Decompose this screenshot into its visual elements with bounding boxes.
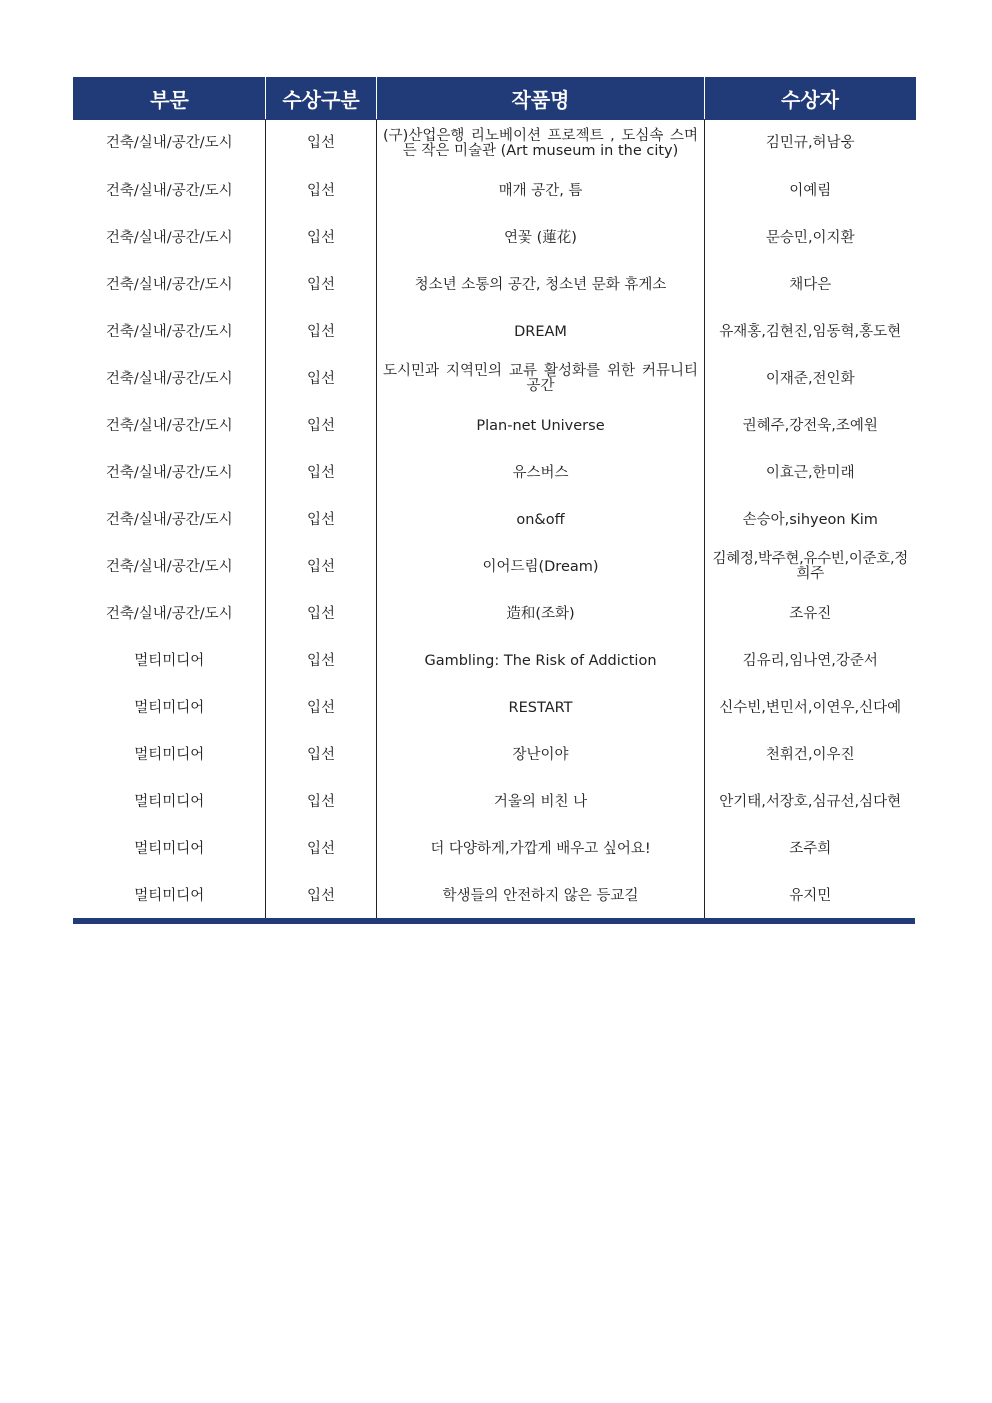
cell-winner: 유재홍,김현진,임동혁,홍도현 xyxy=(705,309,916,356)
cell-winner: 조주희 xyxy=(705,826,916,873)
cell-title: 연꽃 (蓮花) xyxy=(377,215,705,262)
cell-division: 건축/실내/공간/도시 xyxy=(74,403,266,450)
table-row xyxy=(74,168,916,215)
cell-title: 유스버스 xyxy=(377,450,705,497)
cell-division: 멀티미디어 xyxy=(74,732,266,779)
cell-award: 입선 xyxy=(266,215,377,262)
table-row xyxy=(74,309,916,356)
cell-division: 건축/실내/공간/도시 xyxy=(74,450,266,497)
cell-division: 멀티미디어 xyxy=(74,779,266,826)
cell-division: 멀티미디어 xyxy=(74,685,266,732)
table-row xyxy=(74,450,916,497)
cell-title: 도시민과 지역민의 교류 활성화를 위한 커뮤니티 공간 xyxy=(377,356,705,403)
table-body xyxy=(74,120,916,920)
cell-winner: 이효근,한미래 xyxy=(705,450,916,497)
cell-award: 입선 xyxy=(266,873,377,920)
cell-division: 건축/실내/공간/도시 xyxy=(74,591,266,638)
cell-division: 건축/실내/공간/도시 xyxy=(74,309,266,356)
cell-award: 입선 xyxy=(266,685,377,732)
table-row xyxy=(74,779,916,826)
cell-award: 입선 xyxy=(266,497,377,544)
cell-division: 건축/실내/공간/도시 xyxy=(74,544,266,591)
table-row xyxy=(74,638,916,685)
cell-winner: 김유리,임나연,강준서 xyxy=(705,638,916,685)
cell-title: (구)산업은행 리노베이션 프로젝트 , 도심속 스며든 작은 미술관 (Art museum in the city) xyxy=(377,120,705,168)
cell-division: 멀티미디어 xyxy=(74,638,266,685)
cell-award: 입선 xyxy=(266,544,377,591)
cell-title: 造和(조화) xyxy=(377,591,705,638)
table-row xyxy=(74,685,916,732)
table-row xyxy=(74,544,916,591)
cell-winner: 이예림 xyxy=(705,168,916,215)
cell-title: 장난이야 xyxy=(377,732,705,779)
cell-division: 건축/실내/공간/도시 xyxy=(74,356,266,403)
cell-title: 더 다양하게,가깝게 배우고 싶어요! xyxy=(377,826,705,873)
header-award-type: 수상구분 xyxy=(266,77,377,120)
cell-title: 매개 공간, 틈 xyxy=(377,168,705,215)
cell-winner: 이재준,전인화 xyxy=(705,356,916,403)
cell-division: 건축/실내/공간/도시 xyxy=(74,262,266,309)
table-row xyxy=(74,732,916,779)
cell-winner: 신수빈,변민서,이연우,신다예 xyxy=(705,685,916,732)
cell-award: 입선 xyxy=(266,826,377,873)
awards-table xyxy=(73,77,916,920)
cell-winner: 문승민,이지환 xyxy=(705,215,916,262)
cell-title: 이어드림(Dream) xyxy=(377,544,705,591)
table-bottom-rule xyxy=(73,918,915,924)
cell-award: 입선 xyxy=(266,168,377,215)
cell-award: 입선 xyxy=(266,262,377,309)
cell-division: 건축/실내/공간/도시 xyxy=(74,120,266,168)
cell-title: 거울의 비친 나 xyxy=(377,779,705,826)
header-row xyxy=(74,77,916,120)
cell-award: 입선 xyxy=(266,403,377,450)
cell-division: 멀티미디어 xyxy=(74,826,266,873)
cell-division: 건축/실내/공간/도시 xyxy=(74,497,266,544)
table-row xyxy=(74,403,916,450)
table-header xyxy=(74,77,916,120)
cell-title: on&off xyxy=(377,497,705,544)
table-row xyxy=(74,826,916,873)
cell-title: 학생들의 안전하지 않은 등교길 xyxy=(377,873,705,920)
cell-winner: 권혜주,강전욱,조예원 xyxy=(705,403,916,450)
table-row xyxy=(74,120,916,168)
cell-winner: 채다은 xyxy=(705,262,916,309)
table-row xyxy=(74,215,916,262)
cell-winner: 조유진 xyxy=(705,591,916,638)
cell-award: 입선 xyxy=(266,779,377,826)
cell-winner: 손승아,sihyeon Kim xyxy=(705,497,916,544)
header-work-title: 작품명 xyxy=(377,77,705,120)
cell-division: 멀티미디어 xyxy=(74,873,266,920)
cell-award: 입선 xyxy=(266,120,377,168)
cell-award: 입선 xyxy=(266,450,377,497)
table-row xyxy=(74,873,916,920)
cell-title: Gambling: The Risk of Addiction xyxy=(377,638,705,685)
cell-award: 입선 xyxy=(266,732,377,779)
cell-winner: 안기태,서장호,심규선,심다현 xyxy=(705,779,916,826)
cell-title: 청소년 소통의 공간, 청소년 문화 휴게소 xyxy=(377,262,705,309)
cell-division: 건축/실내/공간/도시 xyxy=(74,215,266,262)
cell-winner: 김혜정,박주현,유수빈,이준호,정희주 xyxy=(705,544,916,591)
header-division: 부문 xyxy=(74,77,266,120)
cell-title: DREAM xyxy=(377,309,705,356)
cell-winner: 유지민 xyxy=(705,873,916,920)
table-row xyxy=(74,262,916,309)
cell-award: 입선 xyxy=(266,591,377,638)
cell-award: 입선 xyxy=(266,309,377,356)
table-row xyxy=(74,356,916,403)
cell-award: 입선 xyxy=(266,356,377,403)
table-row xyxy=(74,497,916,544)
header-winner: 수상자 xyxy=(705,77,916,120)
cell-division: 건축/실내/공간/도시 xyxy=(74,168,266,215)
table-row xyxy=(74,591,916,638)
cell-winner: 천휘건,이우진 xyxy=(705,732,916,779)
cell-award: 입선 xyxy=(266,638,377,685)
cell-winner: 김민규,허남웅 xyxy=(705,120,916,168)
cell-title: Plan-net Universe xyxy=(377,403,705,450)
cell-title: RESTART xyxy=(377,685,705,732)
